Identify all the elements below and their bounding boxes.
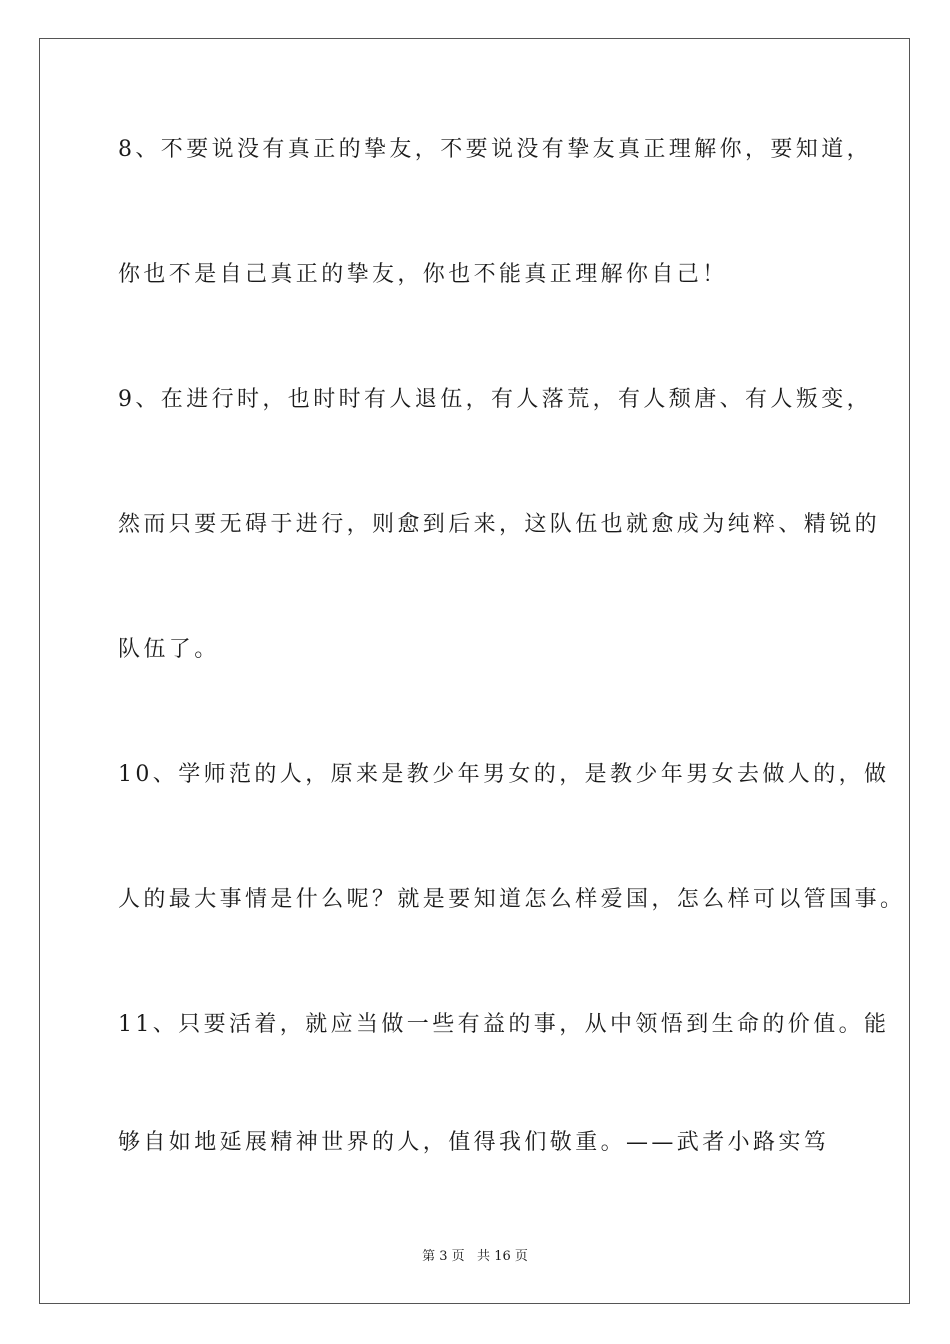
item-10-line-1: 10、学师范的人，原来是教少年男女的，是教少年男女去做人的，做 (118, 762, 890, 787)
item-9-line-2: 然而只要无碍于进行，则愈到后来，这队伍也就愈成为纯粹、精锐的 (118, 512, 881, 537)
page-number-footer: 第 3 页 共 16 页 (422, 1249, 528, 1264)
item-11-line-2: 够自如地延展精神世界的人，值得我们敬重。——武者小路实笃 (118, 1130, 830, 1155)
item-8-line-1: 8、不要说没有真正的挚友，不要说没有挚友真正理解你，要知道， (118, 137, 872, 162)
item-9-line-1: 9、在进行时，也时时有人退伍，有人落荒，有人颓唐、有人叛变， (118, 387, 872, 412)
page-border (39, 38, 910, 1304)
item-9-line-3: 队伍了。 (118, 637, 220, 662)
item-8-line-2: 你也不是自己真正的挚友，你也不能真正理解你自己！ (118, 262, 728, 287)
item-11-line-1: 11、只要活着，就应当做一些有益的事，从中领悟到生命的价值。能 (118, 1012, 890, 1037)
item-10-line-2: 人的最大事情是什么呢？就是要知道怎么样爱国，怎么样可以管国事。 (118, 887, 906, 912)
